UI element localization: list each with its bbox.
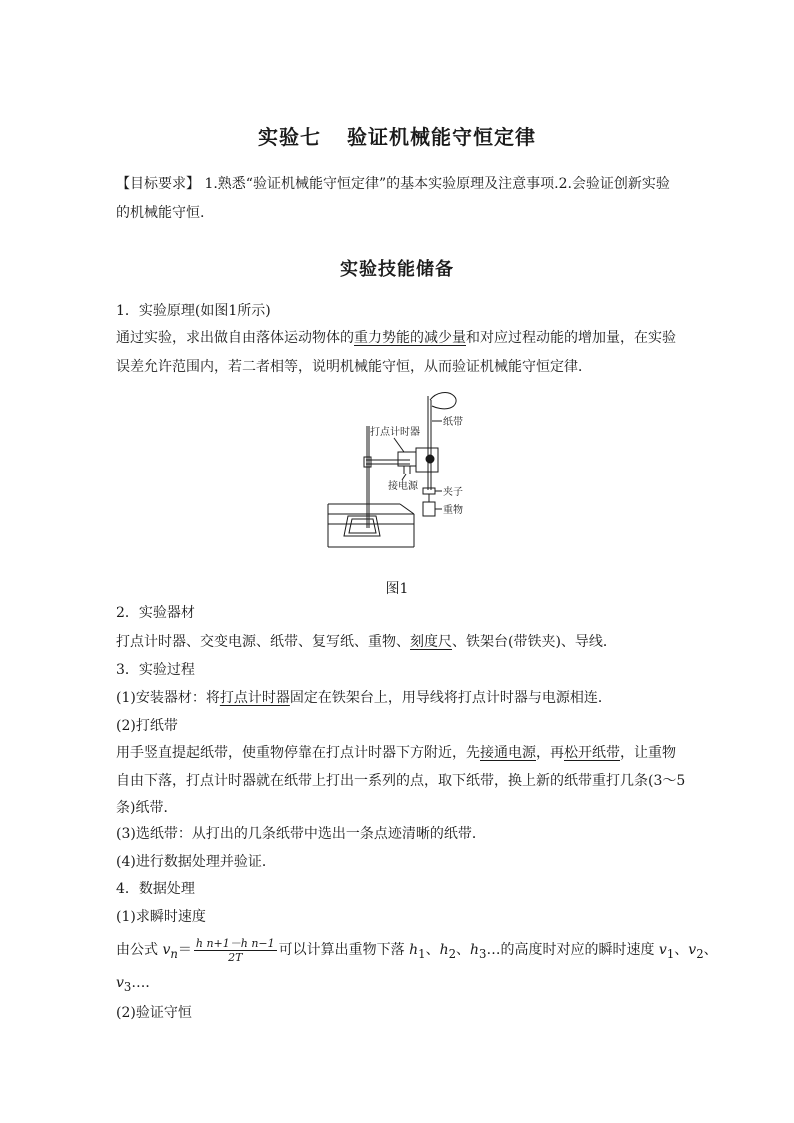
- s2-underline: 刻度尺: [410, 634, 452, 650]
- title-part2: 验证机械能守恒定律: [347, 125, 536, 149]
- s4-sub1: (1)求瞬时速度: [116, 909, 206, 925]
- formula-fraction: [194, 937, 277, 964]
- title-part1: 实验七: [258, 125, 321, 149]
- formula-post1: 可以计算出重物下落: [278, 942, 410, 958]
- h1-sub: 1: [418, 946, 426, 961]
- s2-text: [116, 632, 617, 652]
- h1: h: [409, 942, 419, 958]
- s3-i1-a: (1)安装器材：将: [116, 690, 220, 706]
- sep4: 、: [703, 942, 718, 958]
- s3-i2-l1b: ，再: [536, 745, 564, 761]
- formula-lhs-sub: n: [170, 946, 178, 961]
- label-tape: 纸带: [443, 417, 463, 428]
- v1: v: [658, 942, 667, 958]
- s3-heading: 3．实验过程: [116, 662, 195, 678]
- s3-item1: [116, 688, 612, 708]
- apparatus-figure: [322, 388, 482, 556]
- label-timer: 打点计时器: [370, 427, 420, 438]
- sep3: 、: [674, 942, 689, 958]
- v1-sub: 1: [666, 946, 675, 961]
- formula-post2: …的高度时对应的瞬时速度: [486, 942, 659, 958]
- s3-item2-heading: (2)打纸带: [116, 718, 178, 734]
- table: [328, 504, 414, 547]
- stand-base: [344, 516, 380, 536]
- formula-lhs: v: [162, 942, 171, 958]
- h3-sub: 3: [479, 946, 487, 961]
- s3-i2-l1a: 用手竖直提起纸带，使重物停靠在打点计时器下方附近，先: [116, 745, 480, 761]
- hand-and-tape: [428, 393, 456, 490]
- formula-denominator: 2T: [228, 950, 243, 964]
- s1-heading: 1．实验原理(如图1所示): [116, 303, 271, 319]
- v2-sub: 2: [696, 946, 704, 961]
- formula-tail: …．: [131, 975, 160, 991]
- sep1: 、: [425, 942, 440, 958]
- formula-pre: 由公式: [116, 942, 163, 958]
- s1-text-b: 和对应过程动能的增加量，在实验误差允许范围内，若二者相等，说明机械能守恒，从而验证机械能守恒定律．: [116, 330, 676, 375]
- stand-rod: [367, 426, 369, 528]
- page-title: [0, 121, 794, 150]
- s3-i2-l1c: ，让重物: [620, 745, 676, 761]
- v3-sub: 3: [123, 979, 132, 994]
- s3-i1-underline: 打点计时器: [219, 690, 290, 706]
- s3-i2-underline2: 松开纸带: [564, 745, 620, 761]
- label-power: 接电源: [388, 481, 418, 492]
- s3-i1-b: 固定在铁架台上，用导线将打点计时器与电源相连．: [289, 690, 612, 706]
- s4-heading: 4．数据处理: [116, 881, 195, 897]
- h3: h: [470, 942, 480, 958]
- formula-numerator: h n+1－h n−1: [195, 936, 275, 950]
- s3-item2-line1: [116, 743, 676, 763]
- goal-label: 【目标要求】: [116, 176, 200, 192]
- s3-item2-line2: 自由下落，打点计时器就在纸带上打出一系列的点，取下纸带，换上新的纸带重打几条(3～5: [116, 773, 686, 789]
- formula-eq: ＝: [177, 942, 192, 958]
- clip-and-weight: [423, 488, 435, 516]
- v2: v: [688, 942, 697, 958]
- label-weight: 重物: [443, 505, 463, 516]
- s4-formula-tail: [116, 973, 159, 997]
- s2-heading: 2．实验器材: [116, 605, 195, 621]
- s2-text-a: 打点计时器、交变电源、纸带、复写纸、重物、: [116, 634, 410, 650]
- h2: h: [439, 942, 449, 958]
- s3-item3: (3)选纸带：从打出的几条纸带中选出一条点迹清晰的纸带．: [116, 826, 486, 842]
- goal-paragraph: [116, 170, 682, 228]
- s1-underline: 重力势能的减少量: [354, 330, 466, 346]
- s2-text-b: 、铁架台(带铁夹)、导线．: [452, 634, 617, 650]
- s3-item4: (4)进行数据处理并验证．: [116, 854, 276, 870]
- label-clip: 夹子: [443, 487, 463, 498]
- s1-paragraph: [116, 324, 682, 382]
- sep2: 、: [456, 942, 471, 958]
- s4-sub2: (2)验证守恒: [116, 1005, 192, 1021]
- goal-text: 1.熟悉“验证机械能守恒定律”的基本实验原理及注意事项.2.会验证创新实验的机械能守恒.: [116, 176, 670, 221]
- v3: v: [116, 975, 124, 991]
- section-heading: 实验技能储备: [340, 259, 454, 280]
- s3-item2-line3: 条)纸带．: [116, 800, 178, 816]
- s4-formula-line: [116, 935, 718, 969]
- s3-i2-underline1: 接通电源: [480, 745, 536, 761]
- s1-text-a: 通过实验，求出做自由落体运动物体的: [116, 330, 354, 346]
- h2-sub: 2: [448, 946, 457, 961]
- figure-caption: 图1: [385, 581, 409, 597]
